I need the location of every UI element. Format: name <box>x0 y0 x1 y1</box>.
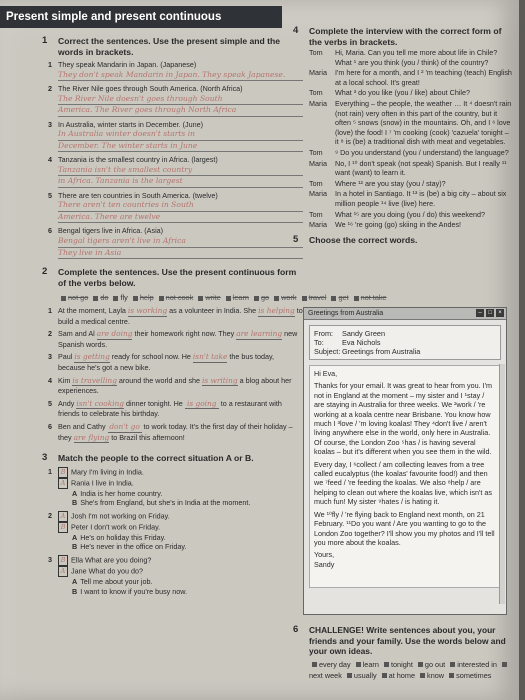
word-text: fly <box>120 293 128 303</box>
person-row <box>58 467 303 478</box>
option-letter: A <box>72 577 78 587</box>
option-letter: B <box>72 542 78 552</box>
answer-line[interactable]: Bengal tigers aren't live in Africa <box>58 236 303 248</box>
match-group <box>48 510 303 552</box>
person-name: Ella <box>71 555 85 565</box>
exercise-item <box>48 352 303 373</box>
option-text: Tell me about your job. <box>80 577 153 587</box>
dialogue-text: In a hotel in Santiago. It ¹³ is (be) a big city – about six million people ¹⁴ live (live) here. <box>335 189 507 208</box>
instruction-text: Complete the interview with the correct form of the verbs in brackets. <box>309 26 502 47</box>
sentence-text: At the moment, Layla <box>58 306 128 316</box>
email-paragraph-3: We ¹⁰fly / 're flying back to England next month, on 21 February. ¹¹Do you want / Are you wanting to go to the London Zoo together? I'll show you my photos and I'll tell you more about the koalas. <box>314 509 495 547</box>
person-line: I don't work on Friday. <box>90 522 161 532</box>
word-text: go <box>260 293 270 303</box>
bullet-square-icon <box>384 662 389 667</box>
speaker-name: Tom <box>309 209 323 219</box>
person-name: Mary <box>71 467 89 477</box>
word-option <box>110 293 129 302</box>
sentence-text: Ben and Cathy <box>58 422 108 431</box>
word-text: sometimes <box>456 670 492 680</box>
option-row <box>72 587 303 597</box>
exercise-number: 5 <box>293 233 299 245</box>
answer-blank[interactable]: are doing <box>96 329 133 339</box>
option-text: He's never in the office on Friday. <box>80 542 187 552</box>
bullet-square-icon <box>450 662 455 667</box>
word-option <box>156 293 196 302</box>
dialogue-line <box>309 148 514 158</box>
bullet-square-icon <box>356 662 361 667</box>
option-row <box>72 489 303 499</box>
word-text: not cook <box>165 293 194 303</box>
answer-box[interactable]: B <box>58 555 68 566</box>
person-row <box>58 555 303 566</box>
bullet-square-icon <box>449 673 454 678</box>
person-row <box>58 511 303 522</box>
bullet-square-icon <box>159 296 164 301</box>
speaker-name: Maria <box>309 158 327 168</box>
bullet-square-icon <box>133 296 138 301</box>
person-row <box>58 522 303 533</box>
sentence-text: Andy <box>58 398 77 408</box>
bullet-square-icon <box>347 673 352 678</box>
word-text: get <box>338 293 349 303</box>
word-text: next week <box>309 670 342 680</box>
speaker-name: Tom <box>309 147 323 157</box>
bullet-square-icon <box>382 673 387 678</box>
word-text: do <box>100 293 109 303</box>
person-name: Jane <box>71 566 89 576</box>
dialogue-text: What ³ do you like (you / like) about Chile? <box>335 88 471 98</box>
answer-blank[interactable]: is writing <box>202 375 238 385</box>
right-column <box>293 20 514 245</box>
from-label: From: <box>314 329 334 338</box>
exercise-item <box>48 375 303 396</box>
word-option <box>381 660 415 669</box>
sentence-text: Kim <box>58 375 73 385</box>
answer-box[interactable]: A <box>58 566 68 577</box>
word-text: learn <box>232 293 249 303</box>
item-number: 5 <box>48 398 52 408</box>
person-line: What do you do? <box>88 566 143 576</box>
exercise-item <box>48 190 303 224</box>
person-line: I live in India. <box>91 478 134 488</box>
exercise-5-instruction <box>293 233 514 246</box>
answer-line[interactable]: They don't speak Mandarin in Japan. They speak Japanese. <box>58 70 303 82</box>
email-closing: Yours, <box>314 550 335 560</box>
item-prompt: In Australia, winter starts in December. (June) <box>58 119 204 129</box>
answer-box[interactable]: B <box>58 467 68 478</box>
answer-line[interactable]: In Australia winter doesn't starts in <box>58 129 303 141</box>
item-prompt: Bengal tigers live in Africa. (Asia) <box>58 226 164 236</box>
item-number: 3 <box>48 352 52 362</box>
option-row <box>72 533 303 543</box>
speaker-name: Maria <box>309 220 327 230</box>
dialogue-text: No, I ¹⁰ don't speak (not speak) Spanish. But I really ¹¹ want (want) to learn it. <box>335 158 507 178</box>
answer-line[interactable]: Tanzania isn't the smallest country <box>58 165 303 177</box>
bullet-square-icon <box>254 296 259 301</box>
email-paragraph-2: Every day, I ⁶collect / am collecting leaves from a tree called eucalyptus (the koalas' favourite food!) and then we ⁷feed / 're feeding the koalas. We also ⁸help / are helping to clean out where the koalas live, which isn't as much fun! My sister ⁹hates / is hating it. <box>314 459 492 507</box>
match-group <box>48 555 303 596</box>
instruction-text: Choose the correct words. <box>309 234 418 245</box>
word-option <box>417 671 446 680</box>
exercise-number: 1 <box>42 35 48 46</box>
answer-line[interactable]: There aren't ten countries in South <box>58 200 303 212</box>
item-number: 1 <box>48 60 52 69</box>
sentence-text: the bus today, because he's got a new bike. <box>58 352 275 373</box>
dialogue-text: Hi, Maria. Can you tell me more about life in Chile? What ¹ are you think (you / think) of the country? <box>335 48 498 67</box>
bullet-square-icon <box>302 296 307 301</box>
sentence-text: their homework right now. They <box>132 329 237 339</box>
item-number: 5 <box>48 190 52 200</box>
word-text: go out <box>424 659 446 669</box>
word-text: learn <box>362 659 379 669</box>
person-row <box>58 478 303 489</box>
dialogue-line <box>309 68 514 87</box>
item-number: 3 <box>48 555 52 565</box>
answer-line[interactable]: America. The River goes through North Africa <box>58 105 303 117</box>
answer-blank[interactable]: isn't take <box>192 352 228 362</box>
minimize-icon[interactable]: – <box>476 309 484 317</box>
answer-line[interactable]: December. The winter starts in June <box>58 141 303 153</box>
answer-blank[interactable]: don't go <box>109 422 140 431</box>
person-line: What are you doing? <box>84 555 152 565</box>
dialogue-line <box>309 220 514 230</box>
from-value: Sandy Green <box>342 329 385 338</box>
answer-box[interactable]: A <box>58 511 68 522</box>
dialogue-line <box>309 88 514 98</box>
sentence-text: to a restaurant with friends to celebrate his birthday. <box>58 398 282 419</box>
interview-dialogue <box>309 48 514 230</box>
item-number: 2 <box>48 329 52 339</box>
answer-blank[interactable]: is helping <box>258 306 295 316</box>
sentence-text: Sam and Al <box>58 329 97 339</box>
option-text: I want to know if you're busy now. <box>80 586 188 596</box>
bullet-square-icon <box>331 296 336 301</box>
sentence-text: around the world and she <box>116 375 203 385</box>
sentence-text: dinner tonight. He <box>124 398 185 408</box>
exercise-item <box>48 84 303 117</box>
subject-label: Subject: <box>314 347 341 356</box>
to-value: Eva Nichols <box>342 338 381 347</box>
word-text: tonight <box>390 659 413 669</box>
word-text: not take <box>360 293 387 303</box>
word-text: every day <box>319 659 351 669</box>
option-letter: B <box>72 586 78 596</box>
exercise-number: 6 <box>293 624 299 635</box>
person-name: Peter <box>71 522 91 532</box>
answer-blank[interactable]: is going <box>185 399 219 410</box>
bullet-square-icon <box>420 673 425 678</box>
email-header <box>309 325 501 360</box>
exercise-item <box>48 306 303 326</box>
dialogue-line <box>309 179 514 189</box>
email-title-bar <box>304 308 506 320</box>
dialogue-line <box>309 99 514 147</box>
word-option <box>344 671 379 680</box>
section-banner <box>0 6 282 28</box>
exercise-number: 4 <box>293 25 299 36</box>
option-letter: A <box>72 532 78 542</box>
option-letter: B <box>72 498 78 508</box>
word-option <box>251 293 271 302</box>
bullet-square-icon <box>113 296 118 301</box>
bullet-square-icon <box>226 296 231 301</box>
speaker-name: Maria <box>309 189 327 199</box>
item-prompt: The River Nile goes through South America. (North Africa) <box>58 84 243 94</box>
exercise-item <box>48 398 303 419</box>
email-scrollbar[interactable] <box>499 364 505 604</box>
answer-box[interactable]: B <box>58 522 68 533</box>
bullet-square-icon <box>93 296 98 301</box>
bullet-square-icon <box>354 296 359 301</box>
word-option <box>130 293 156 302</box>
word-option <box>379 671 417 680</box>
answer-box[interactable]: A <box>58 478 68 489</box>
word-text: at home <box>388 670 416 680</box>
person-line: I'm not working on Friday. <box>88 511 170 521</box>
dialogue-line <box>309 48 514 67</box>
dialogue-text: What ¹⁵ are you doing (you / do) this weekend? <box>335 209 486 219</box>
item-number: 2 <box>48 84 52 94</box>
word-text: work <box>281 293 297 303</box>
sentence-text: to build a medical centre. <box>58 306 303 326</box>
bullet-square-icon <box>61 296 66 301</box>
speaker-name: Maria <box>309 98 327 108</box>
word-option <box>351 293 387 302</box>
instruction-text: CHALLENGE! Write sentences about you, your friends and your family. Use the words below and your own ideas. <box>309 625 506 656</box>
to-label: To: <box>314 338 324 347</box>
dialogue-line <box>309 159 514 178</box>
exercise-item <box>48 226 303 259</box>
word-box <box>58 292 387 303</box>
email-window <box>303 307 507 615</box>
window-title: Greetings from Australia <box>308 310 384 317</box>
maximize-icon[interactable]: □ <box>486 309 494 317</box>
dialogue-text: Where ¹² are you stay (you / stay)? <box>335 178 446 188</box>
option-text: He's on holiday this Friday. <box>80 532 166 542</box>
word-option <box>328 293 350 302</box>
match-group <box>48 466 303 508</box>
email-signature: Sandy <box>314 559 335 569</box>
word-text: write <box>205 293 221 303</box>
word-box <box>309 659 514 681</box>
item-number: 1 <box>48 306 52 316</box>
person-name: Rania <box>71 478 92 488</box>
answer-blank[interactable]: are flying <box>73 432 110 442</box>
close-icon[interactable]: × <box>496 309 504 317</box>
dialogue-line <box>309 210 514 220</box>
sentence-text: a blog about her experiences. <box>58 375 292 396</box>
person-row <box>58 566 303 577</box>
item-prompt: Tanzania is the smallest country in Africa. (largest) <box>58 155 218 165</box>
email-greeting: Hi Eva, <box>314 369 338 378</box>
word-option <box>446 671 491 680</box>
word-option <box>299 293 329 302</box>
word-text: know <box>427 670 445 680</box>
option-text: She's from England, but she's in India at the moment. <box>80 498 251 508</box>
item-number: 2 <box>48 510 52 520</box>
item-number: 6 <box>48 422 52 431</box>
item-prompt: There are ten countries in South America. (twelve) <box>58 190 218 200</box>
sentence-text: to Brazil this afternoon! <box>109 432 185 442</box>
word-option <box>309 660 353 669</box>
dialogue-text: ⁹ Do you understand (you / understand) the language? <box>335 147 509 157</box>
exercise-2-instruction <box>42 266 303 288</box>
word-option <box>223 293 251 302</box>
email-body <box>309 365 501 588</box>
word-option <box>58 293 90 302</box>
word-text: travel <box>308 293 327 303</box>
answer-blank[interactable]: are learning <box>236 329 283 339</box>
bullet-square-icon <box>418 662 423 667</box>
subject-value: Greetings from Australia <box>342 347 421 356</box>
speaker-name: Tom <box>309 88 323 98</box>
word-text: usually <box>353 670 377 680</box>
word-option <box>415 660 447 669</box>
word-option <box>271 293 298 302</box>
exercise-item <box>48 155 303 188</box>
person-line: I'm living in India. <box>88 467 144 477</box>
answer-line[interactable]: They live in Asia <box>58 248 303 260</box>
email-paragraph-1: Thanks for your email. It was great to hear from you. I'm not in England at the moment – my sister and I ¹stay / are staying in Australia for three weeks. We ²work / 're working at a koala centre near Brisbane. You know how much I ³love / 'm loving koalas! They ⁴don't live / aren't living anywhere else in the world, only here in Australia. Of course, the London Zoo ⁵has / is having several koalas – but it's different when you see them in the wild. <box>314 381 492 457</box>
sentence-text: new Spanish words. <box>58 329 298 349</box>
bullet-square-icon <box>502 662 507 667</box>
item-number: 1 <box>48 466 52 476</box>
instruction-text: Correct the sentences. Use the present simple and the words in brackets. <box>58 36 281 57</box>
exercise-2-items <box>48 306 303 443</box>
bullet-square-icon <box>312 662 317 667</box>
exercise-3-items <box>48 466 303 597</box>
exercise-3-instruction <box>42 452 303 464</box>
speaker-name: Tom <box>309 48 323 57</box>
instruction-text: Complete the sentences. Use the present continuous form of the verbs below. <box>58 267 297 288</box>
exercise-number: 3 <box>42 452 48 464</box>
exercise-item <box>48 60 303 81</box>
answer-line[interactable]: The River Nile doesn't goes through South <box>58 94 303 106</box>
bullet-square-icon <box>274 296 279 301</box>
word-option <box>447 660 499 669</box>
answer-blank[interactable]: is travelling <box>72 375 117 385</box>
answer-line[interactable]: in Africa. Tanzania is the largest <box>58 176 303 188</box>
sentence-text: Paul <box>58 352 75 362</box>
sentence-text: ready for school now. He <box>109 352 193 362</box>
option-row <box>72 498 303 508</box>
item-number: 6 <box>48 226 52 236</box>
exercise-item <box>48 329 303 349</box>
dialogue-text: Everything – the people, the weather … It ⁴ doesn't rain (not rain) very often in this part of the country, but it often ⁵ snows (snow) in the mountains. Oh, and I ⁶ love (love) the food! I ⁷ 'm cooking (cook) 'cazuela' tonight – it ⁸ is (be) a traditional dish with meat and vegetables. <box>335 98 512 147</box>
exercise-item <box>48 422 303 443</box>
answer-line[interactable]: America. There are twelve <box>58 212 303 224</box>
option-row <box>72 542 303 552</box>
exercise-6 <box>293 624 514 681</box>
exercise-number: 2 <box>42 266 48 278</box>
answer-blank[interactable]: is working <box>127 306 168 316</box>
exercise-4-instruction <box>293 25 514 47</box>
word-option <box>195 293 222 302</box>
exercise-1-items <box>48 60 303 259</box>
answer-blank[interactable]: isn't cooking <box>76 398 125 408</box>
speaker-name: Tom <box>309 178 323 188</box>
option-row <box>72 577 303 587</box>
item-number: 4 <box>48 375 52 385</box>
exercise-item <box>48 119 303 153</box>
sentence-text: to work today. It's the first day of their holiday – they <box>58 422 293 442</box>
dialogue-text: We ¹⁶ 're going (go) skiing in the Andes! <box>335 220 462 230</box>
option-text: India is her home country. <box>80 488 163 498</box>
item-number: 4 <box>48 155 52 165</box>
word-text: interested in <box>457 659 497 669</box>
word-text: not go <box>68 293 89 303</box>
item-prompt: They speak Mandarin in Japan. (Japanese) <box>58 60 197 69</box>
option-letter: A <box>72 488 78 498</box>
person-name: Josh <box>71 511 89 521</box>
dialogue-text: I'm here for a month, and I ² 'm teaching (teach) English at a local school. It's great! <box>335 68 512 87</box>
instruction-text: Match the people to the correct situation A or B. <box>58 453 254 464</box>
exercise-1-instruction <box>42 35 303 57</box>
sentence-text: as a volunteer in India. She <box>167 306 259 316</box>
word-option <box>90 293 110 302</box>
word-text: help <box>139 293 154 303</box>
item-number: 3 <box>48 119 52 129</box>
answer-blank[interactable]: is getting <box>74 352 110 362</box>
bullet-square-icon <box>198 296 203 301</box>
word-option <box>353 660 381 669</box>
dialogue-line <box>309 189 514 208</box>
section-title: Present simple and present continuous <box>6 11 222 23</box>
speaker-name: Maria <box>309 68 327 78</box>
